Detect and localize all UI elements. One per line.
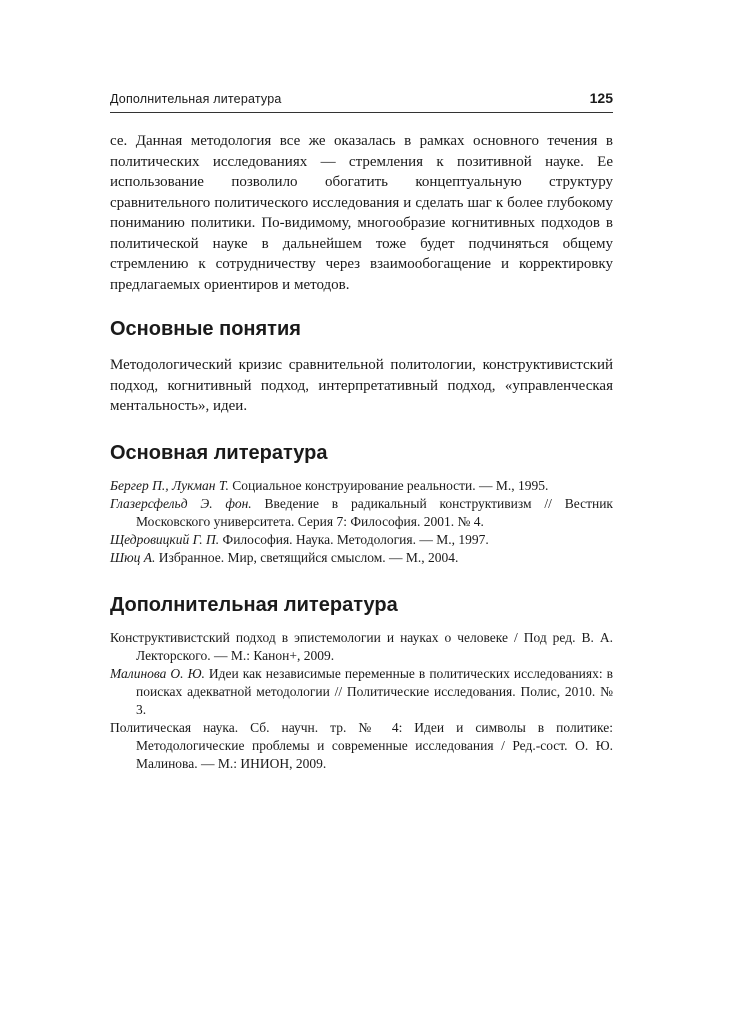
reference-item <box>110 629 613 665</box>
section-heading-additional-literature: Дополнительная литература <box>110 593 398 616</box>
running-title: Дополнительная литература <box>110 92 282 106</box>
concepts-text: Методологический кризис сравнительной политологии, конструктивистский подход, когнитивный подход, интерпретативный подход, «управленческая ментальность», идеи. <box>110 357 613 414</box>
section-heading-main-literature: Основная литература <box>110 441 328 464</box>
reference-item <box>110 531 613 549</box>
section-heading-concepts: Основные понятия <box>110 318 301 340</box>
main-literature-list <box>110 477 613 567</box>
reference-item <box>110 495 613 531</box>
reference-item <box>110 665 613 719</box>
reference-text: Избранное. Мир, светящийся смыслом. — М., 2004. <box>155 549 459 565</box>
reference-author: Бергер П., Лукман Т. <box>110 477 229 493</box>
reference-item <box>110 719 613 773</box>
reference-item <box>110 549 613 567</box>
body-paragraph: се. Данная методология все же оказалась в рамках основного течения в политических исследованиях — стремления к позитивной науке. Ее использование позволило обогатить концептуальную структуру сравнительного политического исследования и сделать шаг к более глубокому пониманию политики. По-видимому, многообразие когнитивных подходов в политической науке в дальнейшем тоже будет подчиняться общему стремлению к сотрудничеству через взаимообогащение и корректировку предлагаемых ориентиров и методов. <box>110 133 613 293</box>
reference-item <box>110 477 613 495</box>
reference-author: Щедровицкий Г. П. <box>110 531 220 547</box>
book-page <box>110 90 613 773</box>
reference-text: Конструктивистский подход в эпистемологии и науках о человеке / Под ред. В. А. Лекторского. — М.: Канон+, 2009. <box>110 629 613 663</box>
reference-text: Идеи как независимые переменные в политических исследованиях: в поисках адекватной методологии // Политические исследования. Полис, 2010. № 3. <box>136 665 614 717</box>
reference-text: Политическая наука. Сб. научн. тр. № 4: Идеи и символы в политике: Методологические проблемы и современные исследования / Ред.-сост. О. Ю. Малинова. — М.: ИНИОН, 2009. <box>110 719 613 771</box>
reference-text: Социальное конструирование реальности. — М., 1995. <box>228 477 549 493</box>
additional-literature-list <box>110 629 613 773</box>
reference-author: Шюц А. <box>110 549 156 565</box>
page-number: 125 <box>589 90 613 106</box>
reference-author: Малинова О. Ю. <box>110 665 205 681</box>
running-header <box>110 90 613 113</box>
reference-text: Введение в радикальный конструктивизм // Вестник Московского университета. Серия 7: Философия. 2001. № 4. <box>136 495 613 529</box>
reference-author: Глазерсфельд Э. фон. <box>110 495 252 511</box>
reference-text: Философия. Наука. Методология. — М., 1997. <box>219 531 489 547</box>
